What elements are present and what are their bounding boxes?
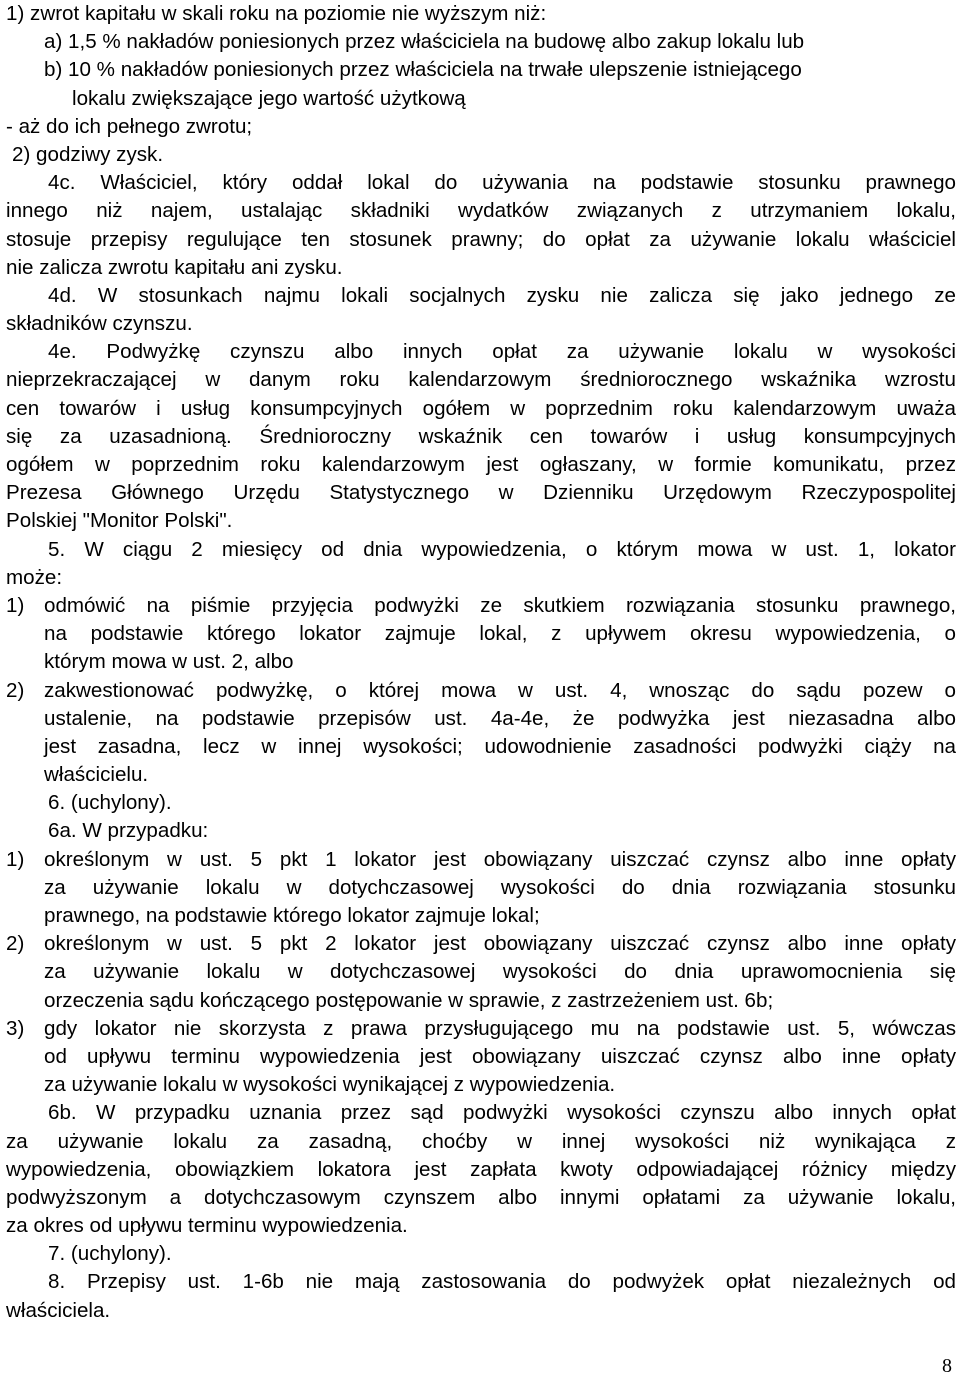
text-line: od upływu terminu wypowiedzenia jest obowiązany uiszczać czynsz albo inne opłaty [44, 1044, 956, 1068]
text-line: 4d. W stosunkach najmu lokali socjalnych zysku nie zalicza się jako jednego ze [48, 283, 956, 307]
text-line: określonym w ust. 5 pkt 1 lokator jest obowiązany uiszczać czynsz albo inne opłaty [44, 847, 956, 871]
text-line: Polskiej "Monitor Polski". [6, 509, 233, 533]
list-item [6, 1015, 956, 1043]
text-line: się za uzasadnioną. Średnioroczny wskaźnik cen towarów i usług konsumpcyjnych [6, 424, 956, 448]
text-line: za używanie lokalu w wysokości wynikającej z wypowiedzenia. [44, 1073, 616, 1097]
text-line: 6a. W przypadku: [48, 819, 209, 843]
text-line: 4e. Podwyżkę czynszu albo innych opłat za używanie lokalu w wysokości [48, 340, 956, 364]
text-line: składników czynszu. [6, 312, 193, 336]
text-line: 2) godziwy zysk. [12, 142, 164, 166]
text-line: właściciela. [6, 1298, 111, 1322]
text-line: zakwestionować podwyżkę, o której mowa w ust. 4, wnosząc do sądu pozew o [44, 678, 956, 702]
list-item [6, 677, 956, 705]
text-line: odmówić na piśmie przyjęcia podwyżki ze skutkiem rozwiązania stosunku prawnego, [44, 593, 956, 617]
text-line: za okres od upływu terminu wypowiedzenia. [6, 1214, 408, 1238]
text-line: orzeczenia sądu kończącego postępowanie w sprawie, z zastrzeżeniem ust. 6b; [44, 988, 774, 1012]
list-number: 1) [6, 593, 25, 617]
text-line: za używanie lokalu w dotychczasowej wysokości do dnia rozwiązania stosunku [44, 875, 956, 899]
text-line: Prezesa Głównego Urzędu Statystycznego w Dzienniku Urzędowym Rzeczypospolitej [6, 481, 956, 505]
text-line: cen towarów i usług konsumpcyjnych ogółem w poprzednim roku kalendarzowym uważa [6, 396, 956, 420]
text-line: 1) zwrot kapitału w skali roku na poziomie nie wyższym niż: [6, 2, 547, 25]
text-line: 6. (uchylony). [48, 791, 172, 815]
text-line: podwyższonym a dotychczasowym czynszem albo innymi opłatami za używanie lokalu, [6, 1185, 956, 1209]
text-line: prawnego, na podstawie którego lokator zajmuje lokal; [44, 904, 540, 927]
list-number: 2) [6, 932, 25, 956]
text-line: określonym w ust. 5 pkt 2 lokator jest obowiązany uiszczać czynsz albo inne opłaty [44, 932, 956, 956]
list-number: 2) [6, 678, 25, 702]
text-line: stosuje przepisy regulujące ten stosunek prawny; do opłat za używanie lokalu właściciel [6, 227, 956, 251]
text-line: innego niż najem, ustalając składniki wydatków związanych z utrzymaniem lokalu, [6, 199, 956, 223]
list-item [6, 930, 956, 958]
text-line: wypowiedzenia, obowiązkiem lokatora jest zapłata kwoty odpowiadającej różnicy między [6, 1157, 956, 1181]
list-number: 1) [6, 847, 25, 871]
text-line: 5. W ciągu 2 miesięcy od dnia wypowiedzenia, o którym mowa w ust. 1, lokator [48, 537, 956, 561]
list-item [6, 592, 956, 620]
list-number: 3) [6, 1016, 25, 1040]
document-page [6, 0, 956, 1325]
text-line: nie zalicza zwrotu kapitału ani zysku. [6, 255, 343, 279]
text-line: - aż do ich pełnego zwrotu; [6, 114, 253, 138]
text-line: ogółem w poprzednim roku kalendarzowym jest ogłaszany, w formie komunikatu, przez [6, 453, 956, 476]
text-line: na podstawie którego lokator zajmuje lokal, z upływem okresu wypowiedzenia, o [44, 622, 956, 646]
text-line: ustalenie, na podstawie przepisów ust. 4a-4e, że podwyżka jest niezasadna albo [44, 706, 956, 730]
text-line: 4c. Właściciel, który oddał lokal do używania na podstawie stosunku prawnego [48, 171, 956, 195]
text-line: 6b. W przypadku uznania przez sąd podwyżki wysokości czynszu albo innych opłat [48, 1101, 956, 1125]
text-line: lokalu zwiększające jego wartość użytkową [72, 86, 466, 110]
text-line: 8. Przepisy ust. 1-6b nie mają zastosowania do podwyżek opłat niezależnych od [48, 1270, 956, 1294]
text-line: gdy lokator nie skorzysta z prawa przysługującego mu na podstawie ust. 5, wówczas [44, 1016, 956, 1040]
text-line: którym mowa w ust. 2, albo [44, 650, 294, 674]
page-number: 8 [942, 1355, 952, 1377]
text-line: nieprzekraczającej w danym roku kalendarzowym średniorocznego wskaźnika wzrostu [6, 368, 956, 392]
text-line: jest zasadna, lecz w innej wysokości; udowodnienie zasadności podwyżki ciąży na [44, 734, 956, 758]
text-line: b) 10 % nakładów poniesionych przez właściciela na trwałe ulepszenie istniejącego [44, 58, 802, 82]
text-line: właścicielu. [44, 763, 149, 787]
text-line: może: [6, 565, 63, 589]
list-item [6, 846, 956, 874]
text-line: a) 1,5 % nakładów poniesionych przez właściciela na budowę albo zakup lokalu lub [44, 30, 805, 54]
text-line: za używanie lokalu w dotychczasowej wysokości do dnia uprawomocnienia się [44, 960, 956, 984]
text-line: 7. (uchylony). [48, 1242, 172, 1266]
text-line: za używanie lokalu za zasadną, choćby w innej wysokości niż wynikająca z [6, 1129, 956, 1153]
